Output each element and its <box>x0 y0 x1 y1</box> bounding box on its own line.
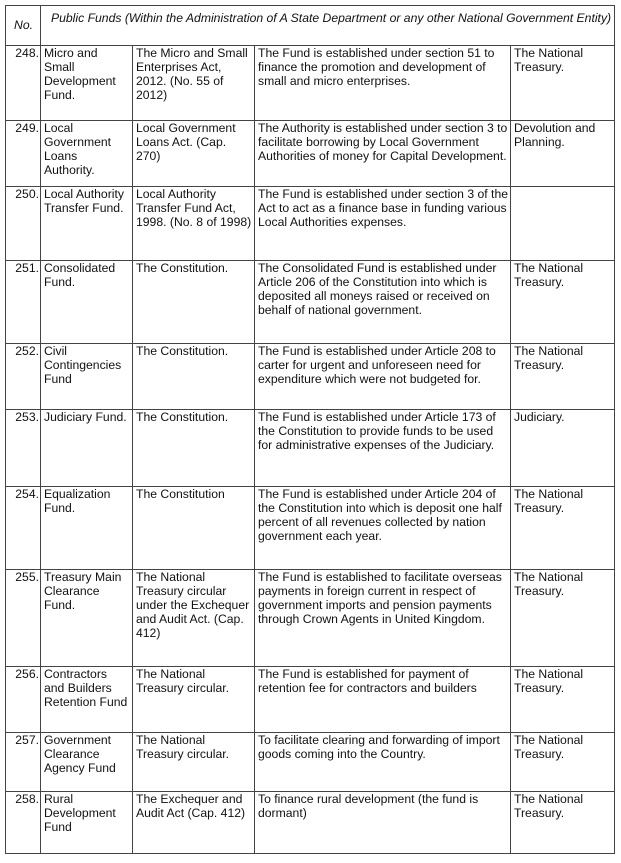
table-row <box>6 487 615 570</box>
fund-name: Local Authority Transfer Fund. <box>41 187 133 261</box>
fund-purpose: The Fund is established under section 3 of the Act to act as a finance base in funding various Local Authorities expenses. <box>255 187 511 261</box>
fund-name: Equalization Fund. <box>41 487 133 570</box>
fund-purpose: The Fund is established under Article 173 of the Constitution to provide funds to be used for administrative expenses of the Judiciary. <box>255 410 511 487</box>
administering-entity: Devolution and Planning. <box>511 121 615 187</box>
table-row <box>6 121 615 187</box>
row-number: 256. <box>6 667 41 733</box>
fund-purpose: The Fund is established for payment of retention fee for contractors and builders <box>255 667 511 733</box>
administering-entity <box>511 187 615 261</box>
fund-purpose: The Authority is established under section 3 to facilitate borrowing by Local Government Authorities of money for Capital Development. <box>255 121 511 187</box>
table-row <box>6 410 615 487</box>
row-number: 253. <box>6 410 41 487</box>
row-number: 254. <box>6 487 41 570</box>
document-page <box>5 5 614 854</box>
establishing-law: The Exchequer and Audit Act (Cap. 412) <box>133 792 255 854</box>
establishing-law: The National Treasury circular under the Exchequer and Audit Act. (Cap. 412) <box>133 570 255 667</box>
table-row <box>6 570 615 667</box>
fund-purpose: The Fund is established under Article 204 of the Constitution into which is deposit one half percent of all revenues collected by nation government each year. <box>255 487 511 570</box>
fund-name: Civil Contingencies Fund <box>41 344 133 410</box>
administering-entity: The National Treasury. <box>511 792 615 854</box>
table-title: Public Funds (Within the Administration of A State Department or any other National Government Entity) <box>41 6 615 46</box>
administering-entity: The National Treasury. <box>511 261 615 344</box>
administering-entity: The National Treasury. <box>511 570 615 667</box>
fund-name: Consolidated Fund. <box>41 261 133 344</box>
establishing-law: The Constitution <box>133 487 255 570</box>
establishing-law: The Constitution. <box>133 344 255 410</box>
table-row <box>6 261 615 344</box>
fund-name: Judiciary Fund. <box>41 410 133 487</box>
administering-entity: The National Treasury. <box>511 733 615 792</box>
establishing-law: Local Government Loans Act. (Cap. 270) <box>133 121 255 187</box>
fund-name: Local Government Loans Authority. <box>41 121 133 187</box>
administering-entity: The National Treasury. <box>511 46 615 121</box>
fund-name: Micro and Small Development Fund. <box>41 46 133 121</box>
row-number: 248. <box>6 46 41 121</box>
row-number: 250. <box>6 187 41 261</box>
table-header-row <box>6 6 615 46</box>
table-row <box>6 46 615 121</box>
fund-name: Treasury Main Clearance Fund. <box>41 570 133 667</box>
fund-purpose: The Fund is established to facilitate overseas payments in foreign current in respect of government imports and pension payments through Crown Agents in United Kingdom. <box>255 570 511 667</box>
row-number: 257. <box>6 733 41 792</box>
fund-name: Contractors and Builders Retention Fund <box>41 667 133 733</box>
establishing-law: The Micro and Small Enterprises Act, 2012. (No. 55 of 2012) <box>133 46 255 121</box>
establishing-law: Local Authority Transfer Fund Act, 1998. (No. 8 of 1998) <box>133 187 255 261</box>
row-number: 258. <box>6 792 41 854</box>
table-row <box>6 733 615 792</box>
fund-purpose: The Fund is established under Article 208 to carter for urgent and unforeseen need for expenditure which were not budgeted for. <box>255 344 511 410</box>
row-number: 252. <box>6 344 41 410</box>
table-row <box>6 187 615 261</box>
fund-purpose: The Fund is established under section 51 to finance the promotion and development of small and micro enterprises. <box>255 46 511 121</box>
no-column-header: No. <box>6 6 41 46</box>
establishing-law: The National Treasury circular. <box>133 667 255 733</box>
row-number: 249. <box>6 121 41 187</box>
administering-entity: Judiciary. <box>511 410 615 487</box>
fund-purpose: The Consolidated Fund is established under Article 206 of the Constitution into which is deposited all moneys raised or received on behalf of national government. <box>255 261 511 344</box>
fund-purpose: To finance rural development (the fund is dormant) <box>255 792 511 854</box>
table-row <box>6 792 615 854</box>
table-row <box>6 344 615 410</box>
fund-name: Rural Development Fund <box>41 792 133 854</box>
establishing-law: The Constitution. <box>133 410 255 487</box>
establishing-law: The Constitution. <box>133 261 255 344</box>
administering-entity: The National Treasury. <box>511 667 615 733</box>
fund-name: Government Clearance Agency Fund <box>41 733 133 792</box>
row-number: 255. <box>6 570 41 667</box>
table-row <box>6 667 615 733</box>
row-number: 251. <box>6 261 41 344</box>
establishing-law: The National Treasury circular. <box>133 733 255 792</box>
public-funds-table <box>5 5 615 854</box>
administering-entity: The National Treasury. <box>511 344 615 410</box>
fund-purpose: To facilitate clearing and forwarding of import goods coming into the Country. <box>255 733 511 792</box>
administering-entity: The National Treasury. <box>511 487 615 570</box>
